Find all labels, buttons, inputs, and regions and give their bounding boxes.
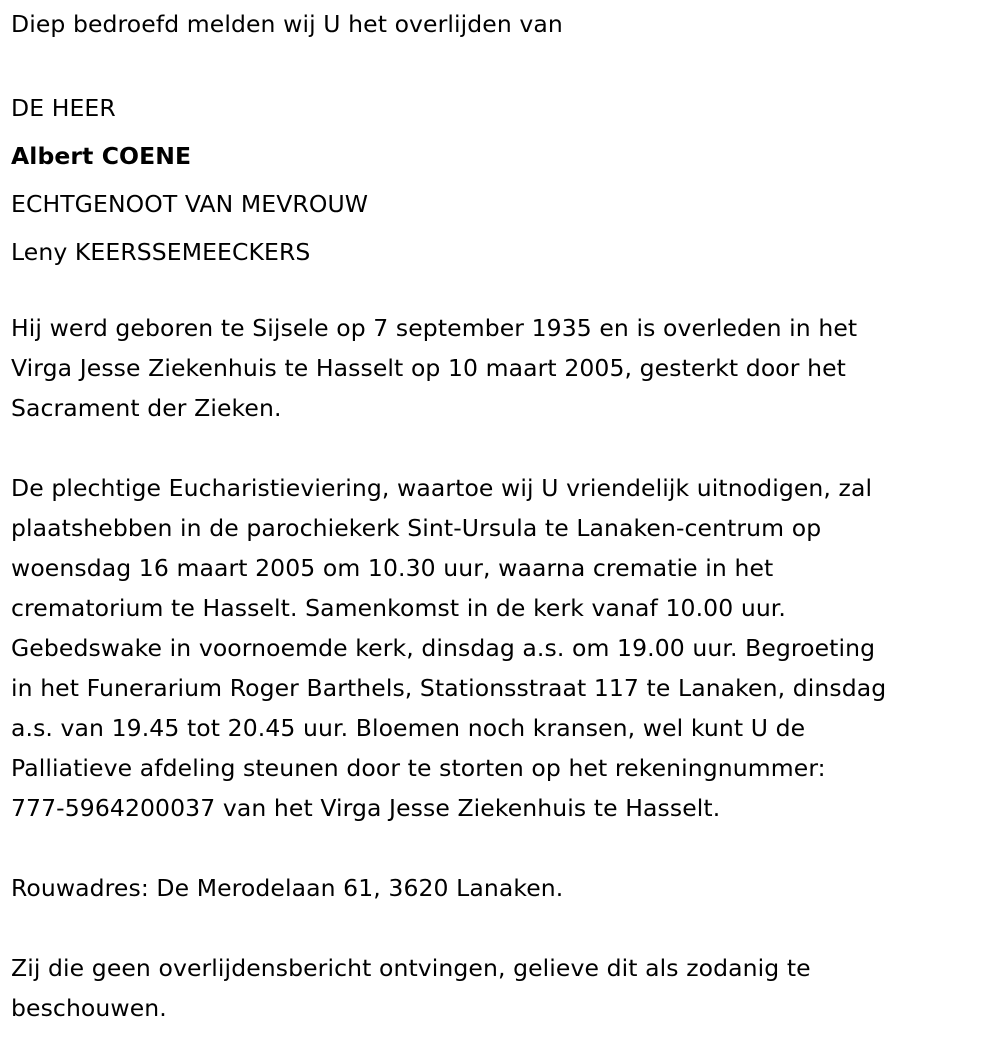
closing-paragraph [11, 948, 991, 1028]
birth-paragraph [11, 308, 991, 428]
paragraph-line: in het Funerarium Roger Barthels, Stationsstraat 117 te Lanaken, dinsdag [11, 674, 887, 702]
mourning-address: Rouwadres: De Merodelaan 61, 3620 Lanaken. [11, 874, 564, 902]
obituary-notice [11, 4, 991, 1028]
paragraph-line: plaatshebben in de parochiekerk Sint-Ursula te Lanaken-centrum op [11, 514, 822, 542]
spacer [11, 44, 991, 84]
spacer [11, 428, 991, 468]
spacer [11, 908, 991, 948]
paragraph-line: 777-5964200037 van het Virga Jesse Ziekenhuis te Hasselt. [11, 794, 721, 822]
paragraph-line: Hij werd geboren te Sijsele op 7 september 1935 en is overleden in het [11, 314, 858, 342]
paragraph-line: De plechtige Eucharistieviering, waartoe wij U vriendelijk uitnodigen, zal [11, 474, 873, 502]
spacer [11, 276, 991, 308]
deceased-name: Albert COENE [11, 142, 192, 170]
paragraph-line: beschouwen. [11, 994, 167, 1022]
ceremony-paragraph [11, 468, 991, 828]
paragraph-line: Zij die geen overlijdensbericht ontvingen, gelieve dit als zodanig te [11, 954, 811, 982]
paragraph-line: a.s. van 19.45 tot 20.45 uur. Bloemen noch kransen, wel kunt U de [11, 714, 806, 742]
paragraph-line: crematorium te Hasselt. Samenkomst in de kerk vanaf 10.00 uur. [11, 594, 786, 622]
paragraph-line: Gebedswake in voornoemde kerk, dinsdag a.s. om 19.00 uur. Begroeting [11, 634, 876, 662]
paragraph-line: Sacrament der Zieken. [11, 394, 282, 422]
honorific: DE HEER [11, 94, 116, 122]
paragraph-line: Palliatieve afdeling steunen door te storten op het rekeningnummer: [11, 754, 826, 782]
spouse-name: Leny KEERSSEMEECKERS [11, 238, 311, 266]
spacer [11, 828, 991, 868]
spouse-label: ECHTGENOOT VAN MEVROUW [11, 190, 369, 218]
intro-line: Diep bedroefd melden wij U het overlijden van [11, 10, 563, 38]
paragraph-line: Virga Jesse Ziekenhuis te Hasselt op 10 maart 2005, gesterkt door het [11, 354, 846, 382]
paragraph-line: woensdag 16 maart 2005 om 10.30 uur, waarna crematie in het [11, 554, 774, 582]
